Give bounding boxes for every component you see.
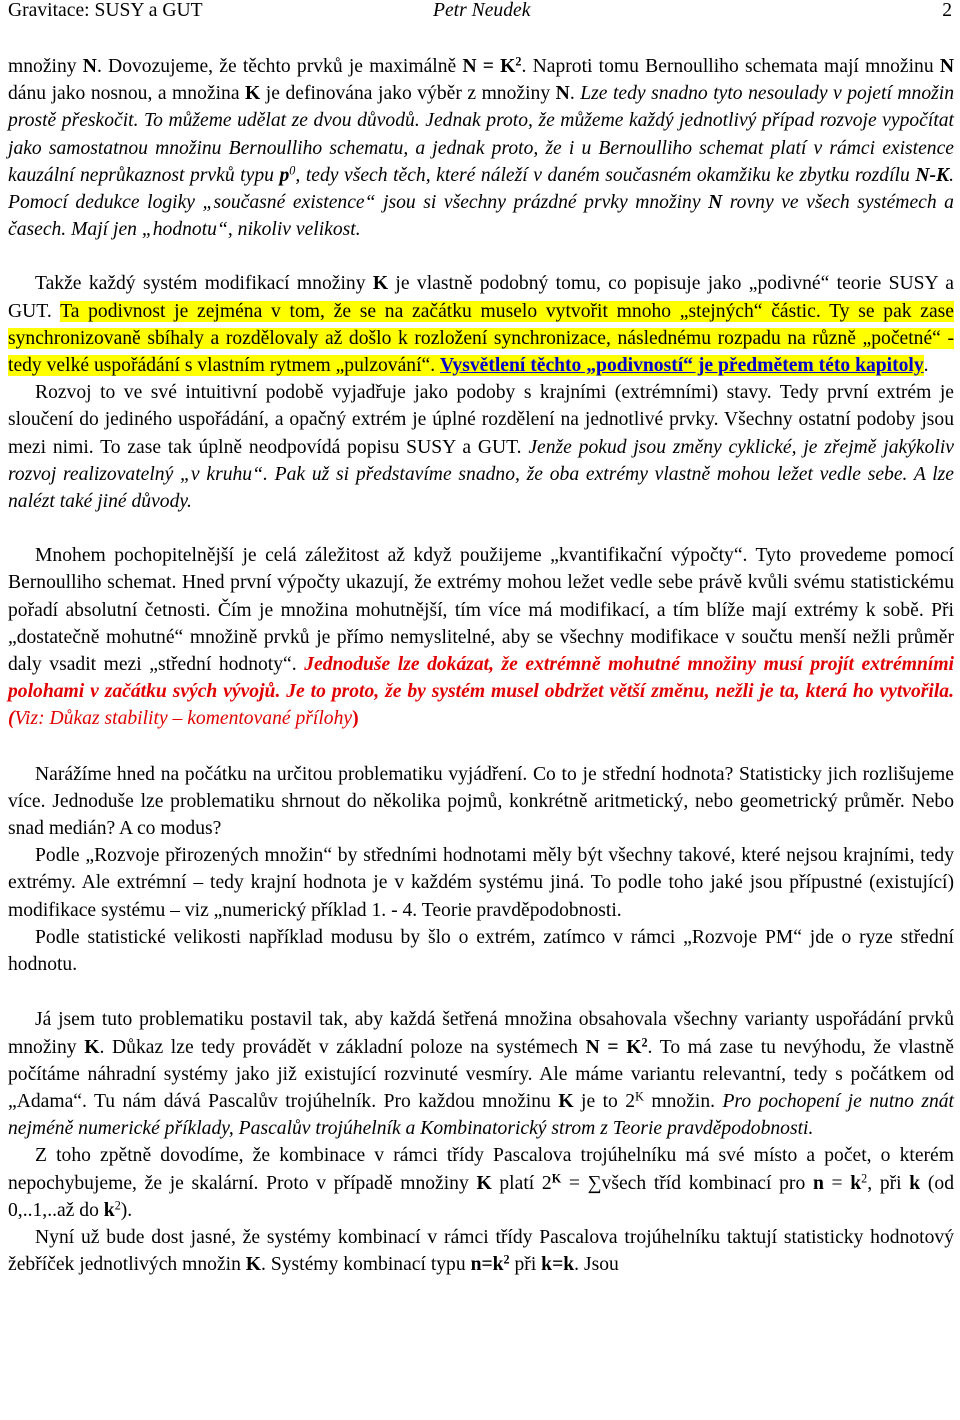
superscript: 2 bbox=[503, 1252, 510, 1267]
text: K bbox=[84, 1036, 100, 1058]
text: Rozvoj to ve své intuitivní podobě vyjadřuje jako podoby s krajními (extrémními) stavy. Tedy první extrém je sloučení do jediného uspořádání, a opačný extrém je úplné rozdělení na jednotlivé prvky. Všechny ostatní podoby jsou mezi nimi. To zase tak úplně neodpovídá popisu SUSY a GUT. bbox=[8, 382, 954, 458]
text: n bbox=[812, 1172, 824, 1194]
text: . Naproti tomu Bernoulliho schemata mají množinu bbox=[521, 56, 940, 77]
text: . bbox=[569, 83, 575, 105]
document-body bbox=[8, 53, 954, 1278]
text: Podle statistické velikosti například modusu by šlo o extrém, zatímco v rámci „Rozvoje PM“ jde o ryze střední hodnotu. bbox=[8, 926, 954, 976]
superscript: 2 bbox=[515, 54, 522, 69]
text: (od 0,..1,..až do bbox=[8, 1172, 954, 1221]
superscript: 2 bbox=[114, 1198, 121, 1213]
text: . bbox=[923, 355, 929, 377]
paragraph-2 bbox=[8, 270, 954, 379]
text: při bbox=[509, 1254, 542, 1276]
page-header bbox=[8, 0, 952, 26]
text: je to 2 bbox=[573, 1090, 636, 1112]
formula bbox=[462, 56, 521, 77]
text: je definována jako výběr z množiny bbox=[260, 83, 556, 105]
text: = bbox=[823, 1172, 851, 1194]
text: N = K bbox=[462, 56, 516, 77]
paragraph-3 bbox=[8, 379, 954, 515]
superscript bbox=[551, 1170, 562, 1194]
text: Mnohem pochopitelnější je celá záležitost až když použijeme „kvantifikační výpočty“. Tyto provedeme pomocí Bernoulliho schemat. Hned první výpočty ukazují, že extrémy mohou ležet vedle sebe právě kvůli svému statistickému pořadí absolutní četnosti. Čím je množina mohutnější, tím více má modifikací, a tím blíže mají extrémy k sobě. Při „dostatečně mohutné“ množině prvků je přímo nemyslitelné, aby se všechny modifikace v součtu menší nežli průměr daly vsadit mezi „střední hodnoty“. bbox=[8, 545, 954, 676]
text: Nyní už bude dost jasné, že systémy kombinací v rámci třídy Pascalova trojúhelníku taktují statisticky hodnotový žebříček jednotlivých množin bbox=[8, 1226, 954, 1276]
spacer bbox=[8, 243, 954, 270]
red-emphasis-text: Jednoduše lze dokázat, že extrémně mohutné množiny musí projít extrémními polohami v začátku svých vývojů. Je to proto, že by systém musel obdržet větší změnu, nežli je ta, která ho vytvořila. ( bbox=[8, 654, 955, 730]
paragraph-8 bbox=[8, 1006, 954, 1142]
text: . Dovozujeme, že těchto prvků je maximálně bbox=[96, 56, 463, 77]
paragraph-6 bbox=[8, 842, 954, 924]
formula bbox=[471, 1254, 510, 1275]
formula bbox=[585, 1034, 648, 1058]
superscript: 2 bbox=[641, 1034, 648, 1049]
text: . To má zase tu nevýhodu, že vlastně počítáme náhradní systémy jako již existující rozvinuté vesmíry. Ale máme variantu relevantní, tedy s počátkem od „Adama“. Tu nám dává Pascalův trojúhelník. Pro každou množinu bbox=[8, 1036, 954, 1112]
italic-text: rovny ve všech systémech a časech. Mají jen „hodnotu“, nikoliv velikost. bbox=[8, 192, 954, 241]
text: množiny bbox=[8, 56, 83, 77]
text: Narážíme hned na počátku na určitou problematiku vyjádření. Co to je střední hodnota? Statisticky jich rozlišujeme více. Jednoduše lze problematiku shrnout do několika pojmů, konkrétně aritmetický, nebo geometrický průměr. Nebo snad medián? A co modus? bbox=[8, 763, 954, 840]
highlighted-text: Ta podivnost je zejména v tom, že se na začátku muselo vytvořit mnoho „stejných“ částic. Ty se pak zase synchronizovaně sbíhaly a rozdělovaly až došlo k rozložení synchronizace, následnému rozpadu na různě „početné“ - tedy velké uspořádání s vlastním rytmem „pulzování“. bbox=[8, 300, 954, 377]
text: dánu jako nosnou, a množina bbox=[8, 83, 246, 105]
red-emphasis-text: ) bbox=[352, 708, 359, 730]
italic-text: Lze tedy snadno tyto nesoulady v pojetí množin prostě přeskočit. To můžeme udělat ze dvou důvodů. Jednak proto, že můžeme každý jednotlivý případ rozvoje vypočítat jako samostatnou množinu Bernoulliho schematu, a jednak proto, že i u Bernoulliho schemat platí v rámci existence kauzální neprůkaznost prvků typu bbox=[8, 83, 954, 186]
paragraph-10 bbox=[8, 1224, 954, 1278]
text: . Jsou bbox=[574, 1254, 619, 1276]
text: množin. bbox=[643, 1090, 723, 1112]
superscript: 2 bbox=[861, 1170, 868, 1185]
text: je vlastně podobný tomu, co popisuje jako „podivné“ teorie SUSY a GUT. bbox=[8, 273, 955, 322]
chapter-link[interactable]: Vysvětlení těchto „podivností“ je předmětem této kapitoly bbox=[440, 355, 924, 377]
text: N bbox=[82, 56, 97, 77]
text: ). bbox=[120, 1199, 133, 1221]
italic-text: Pro pochopení je nutno znát nejméně numerické příklady, Pascalův trojúhelník a Kombinatorický strom z Teorie pravděpodobnosti. bbox=[8, 1090, 955, 1140]
text: N = K bbox=[585, 1036, 642, 1058]
text: K bbox=[558, 1090, 574, 1112]
italic-text: , tedy všech těch, které náleží v daném současném okamžiku ke zbytku rozdílu bbox=[295, 164, 916, 186]
text: k bbox=[103, 1199, 115, 1221]
red-reference-text: Viz: Důkaz stability – komentované přílohy bbox=[14, 708, 353, 730]
italic-text: . Pomocí dedukce logiky „současné existence“ jsou si všechny prázdné prvky množiny bbox=[8, 164, 954, 214]
text: = ∑všech tříd kombinací pro bbox=[561, 1172, 813, 1194]
text: N bbox=[555, 83, 570, 105]
text: N-K bbox=[915, 164, 950, 186]
spacer bbox=[8, 978, 954, 1006]
text: Podle „Rozvoje přirozených množin“ by středními hodnotami měly být všechny takové, které nejsou krajními, tedy extrémy. Ale extrémní – tedy krajní hodnota je v každém systému jiná. To podle toho jaké jsou přípustné (existující) modifikace systému – viz „numerický příklad 1. - 4. Teorie pravděpodobnosti. bbox=[8, 845, 954, 921]
text: k=k bbox=[541, 1254, 575, 1276]
text: platí 2 bbox=[491, 1172, 552, 1194]
spacer bbox=[8, 733, 954, 761]
text: k bbox=[909, 1172, 921, 1194]
text: . Důkaz lze tedy provádět v základní poloze na systémech bbox=[99, 1036, 586, 1058]
italic-text: Jenže pokud jsou změny cyklické, je zřejmě jakýkoliv rozvoj realizovatelný „v kruhu“. Pak už si představíme snadno, že oba extrémy vlastně mohou ležet vedle sebe. A lze nalézt také jiné důvody. bbox=[8, 436, 954, 513]
text: K bbox=[476, 1172, 492, 1194]
spacer bbox=[8, 515, 954, 542]
text: , při bbox=[867, 1172, 910, 1194]
superscript: 0 bbox=[289, 163, 296, 178]
text: p bbox=[279, 164, 290, 186]
superscript: K bbox=[551, 1170, 562, 1185]
paragraph-5 bbox=[8, 761, 954, 843]
header-author: Petr Neudek bbox=[433, 0, 531, 21]
text: N bbox=[939, 56, 955, 77]
paragraph-4 bbox=[8, 542, 954, 732]
paragraph-7 bbox=[8, 924, 954, 978]
text: n=k bbox=[470, 1254, 504, 1276]
text: K bbox=[245, 1254, 262, 1276]
text: Já jsem tuto problematiku postavil tak, aby každá šetřená množina obsahovala všechny varianty uspořádání prvků množiny bbox=[8, 1009, 954, 1058]
header-title: Gravitace: SUSY a GUT bbox=[8, 0, 203, 21]
text: K bbox=[372, 273, 389, 295]
text: N bbox=[708, 192, 723, 214]
superscript: K bbox=[635, 1089, 644, 1104]
text: Z toho zpětně dovodíme, že kombinace v rámci třídy Pascalova trojúhelníku má své místo a počet, o kterém nepochybujeme, že je skalární. Proto v případě množiny bbox=[8, 1145, 954, 1194]
page-number: 2 bbox=[942, 0, 952, 21]
text: k bbox=[850, 1172, 862, 1194]
paragraph-1 bbox=[8, 53, 954, 243]
text: . Systémy kombinací typu bbox=[261, 1254, 471, 1276]
paragraph-9 bbox=[8, 1142, 954, 1224]
text: K bbox=[245, 83, 261, 105]
text: Takže každý systém modifikací množiny bbox=[35, 273, 373, 295]
